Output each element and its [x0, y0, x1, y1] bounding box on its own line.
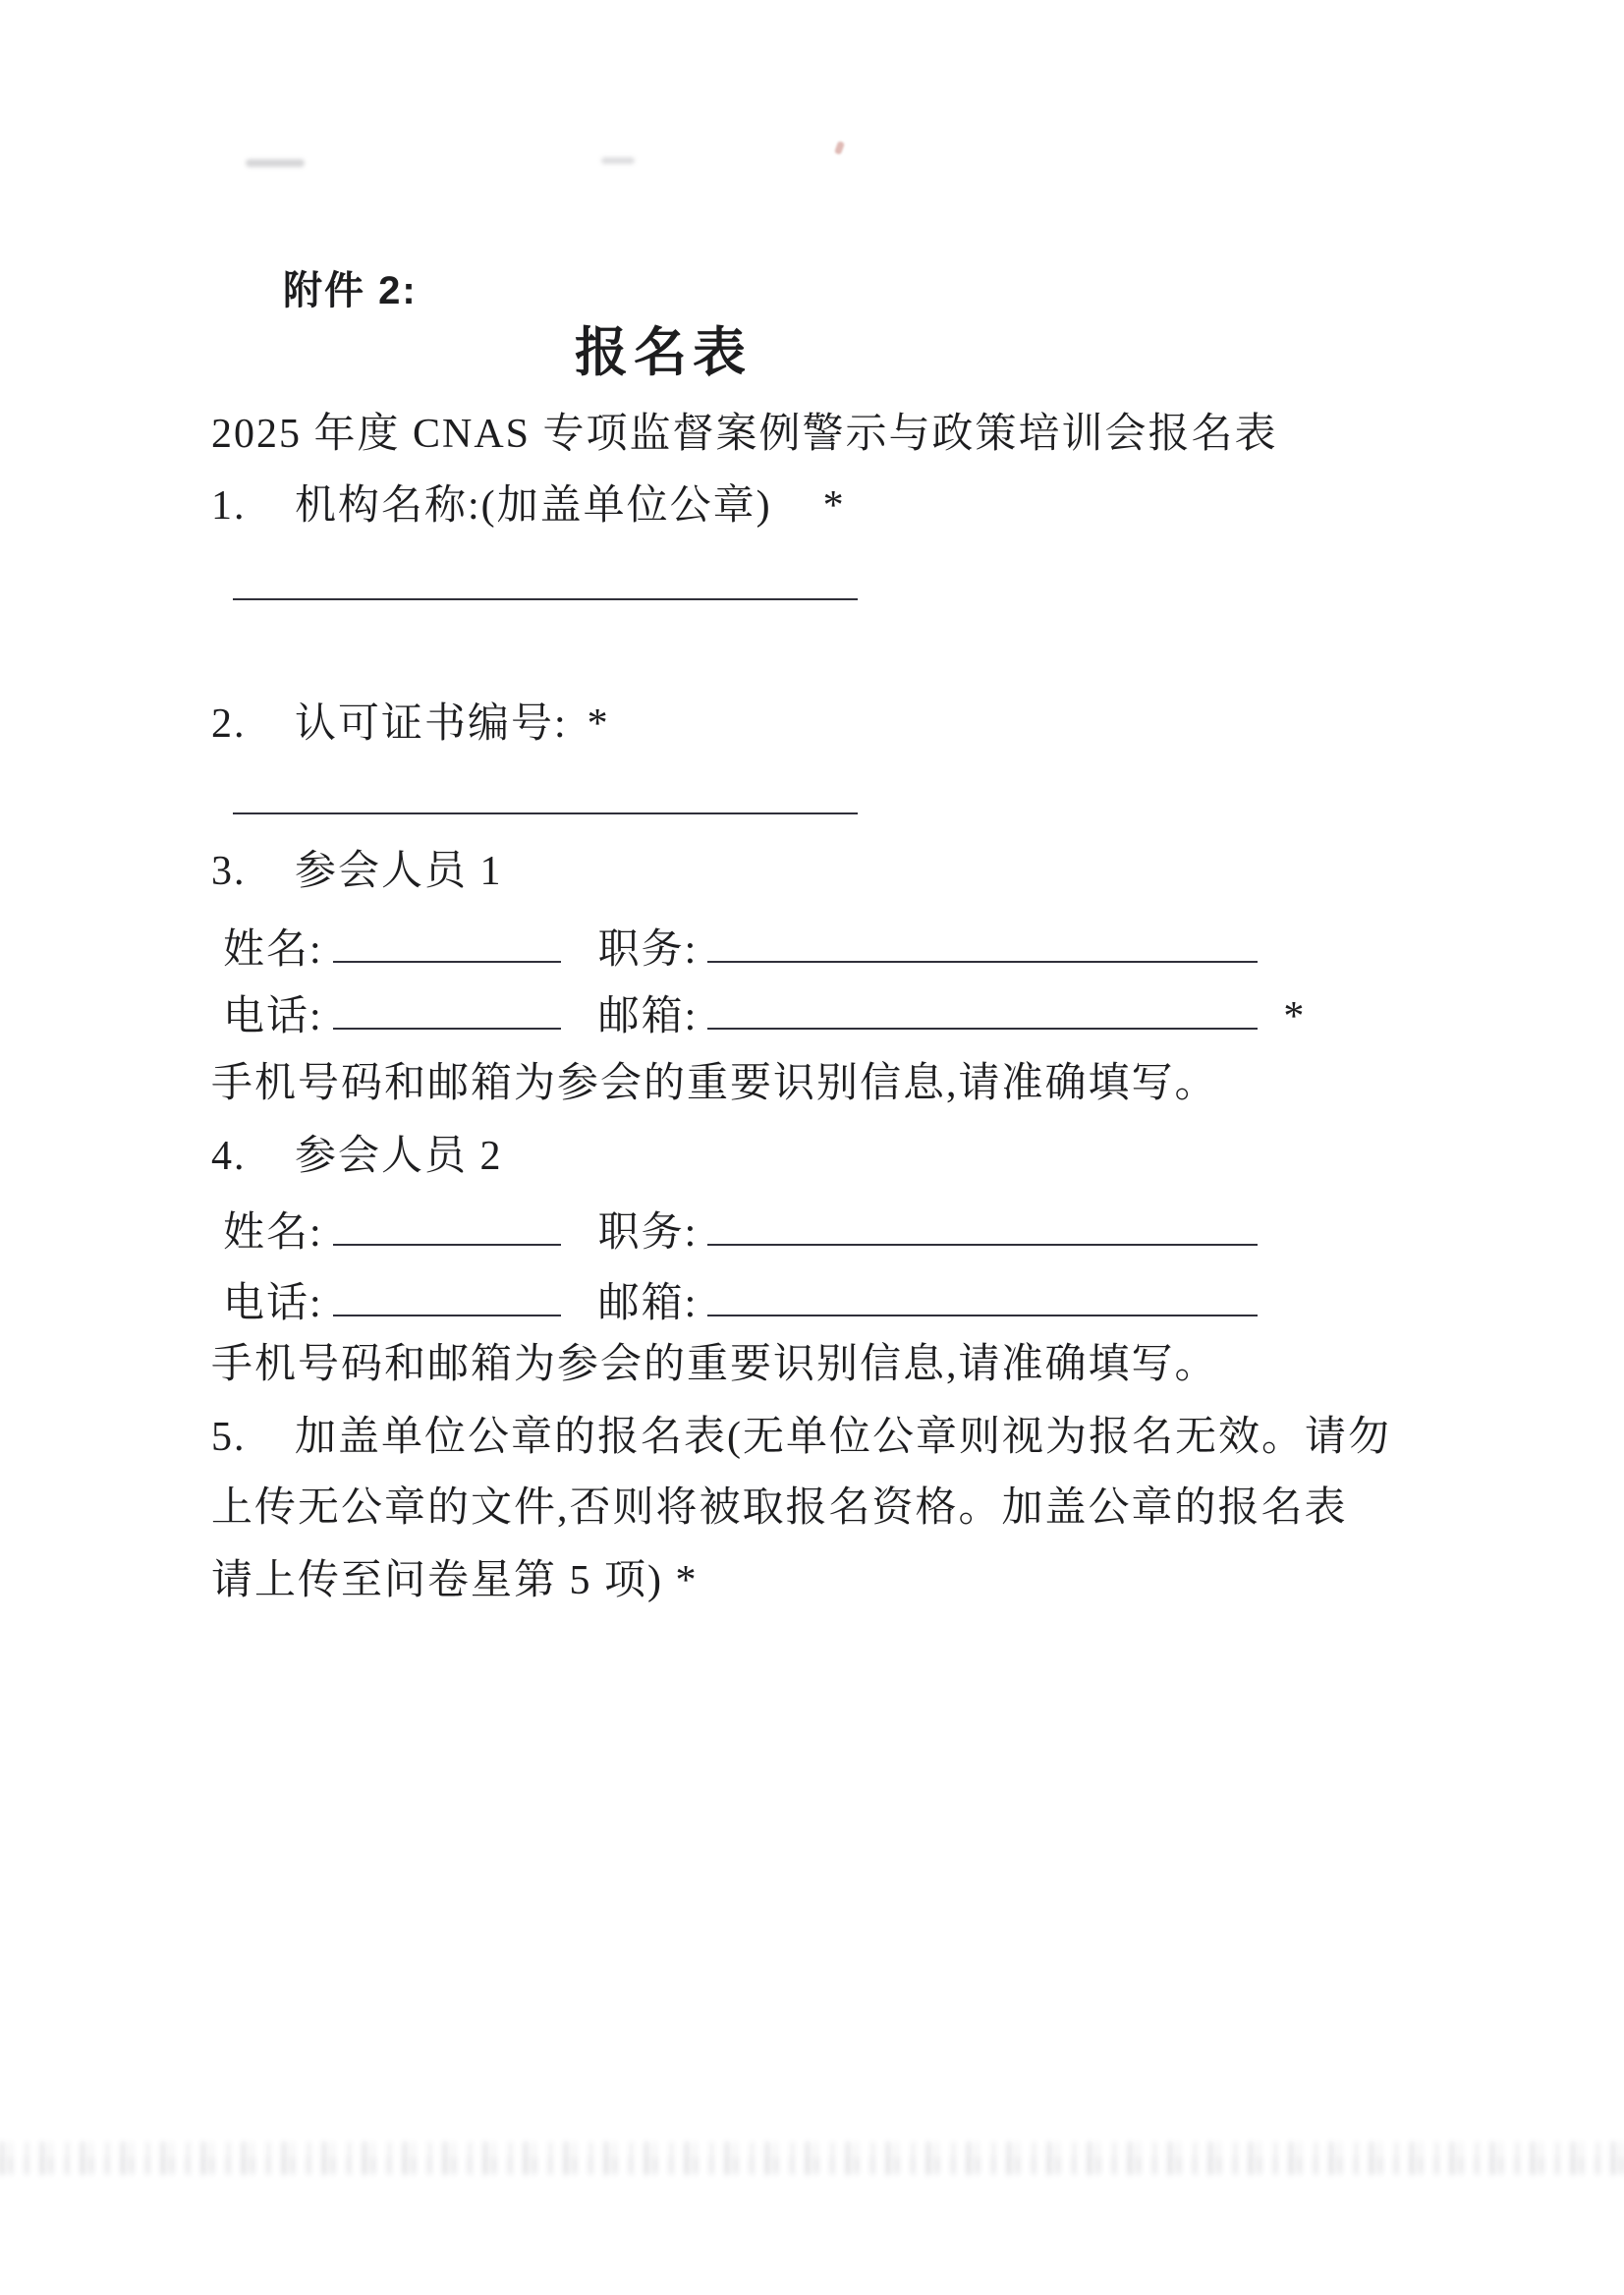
participant-2-name-blank	[333, 1201, 561, 1246]
position-label: 职务:	[597, 927, 699, 973]
phone-label: 电话:	[223, 994, 323, 1039]
participant-1-email-required-mark: *	[1283, 994, 1307, 1039]
item-5-line-2: 上传无公章的文件,否则将被取报名资格。加盖公章的报名表	[211, 1485, 1348, 1531]
item-2-certificate-number	[211, 700, 610, 749]
scan-artifact	[246, 159, 305, 167]
item-3-number: 3.	[211, 849, 247, 894]
item-2-number: 2.	[211, 701, 247, 747]
scan-artifact-bottom-band	[0, 2157, 1624, 2173]
email-label: 邮箱:	[597, 1281, 699, 1326]
document-subtitle: 2025 年度 CNAS 专项监督案例警示与政策培训会报名表	[211, 412, 1278, 457]
name-label: 姓名:	[223, 1210, 323, 1256]
phone-label: 电话:	[223, 1281, 323, 1326]
document-title: 报名表	[575, 323, 752, 382]
participant-2-position-blank	[707, 1201, 1258, 1246]
item-1-institution-name	[211, 481, 846, 531]
item-4-number: 4.	[211, 1134, 247, 1179]
participant-1-email-blank	[707, 984, 1258, 1030]
item-3-participant-1	[211, 847, 503, 896]
item-5-line-1	[211, 1413, 1391, 1462]
certificate-number-blank-line	[233, 812, 858, 814]
email-label: 邮箱:	[597, 994, 699, 1039]
item-1-label: 机构名称:(加盖单位公章)	[295, 483, 772, 529]
institution-name-blank-line	[233, 598, 858, 600]
attachment-label: 附件 2:	[283, 269, 418, 312]
item-2-required-mark: *	[587, 701, 610, 747]
item-2-label: 认可证书编号:	[295, 701, 568, 747]
item-4-participant-2	[211, 1132, 503, 1181]
item-5-line-3: 请上传至问卷星第 5 项) *	[211, 1558, 699, 1603]
participant-2-note: 手机号码和邮箱为参会的重要识别信息,请准确填写。	[211, 1342, 1218, 1387]
participant-1-phone-blank	[333, 984, 561, 1030]
scan-artifact	[601, 157, 635, 164]
participant-1-note: 手机号码和邮箱为参会的重要识别信息,请准确填写。	[211, 1061, 1218, 1106]
participant-2-email-blank	[707, 1271, 1258, 1316]
item-1-required-mark: *	[822, 483, 846, 529]
participant-1-name-blank	[333, 918, 561, 963]
item-5-number: 5.	[211, 1415, 247, 1460]
participant-2-contact-row	[223, 1271, 1258, 1328]
item-4-label: 参会人员 2	[295, 1134, 503, 1179]
participant-2-phone-blank	[333, 1271, 561, 1316]
participant-2-name-row	[223, 1201, 1258, 1258]
participant-1-contact-row	[223, 984, 1306, 1041]
participant-1-position-blank	[707, 918, 1258, 963]
item-5-text-line-1: 加盖单位公章的报名表(无单位公章则视为报名无效。请勿	[295, 1415, 1391, 1460]
participant-1-name-row	[223, 918, 1258, 975]
item-1-number: 1.	[211, 483, 247, 529]
name-label: 姓名:	[223, 927, 323, 973]
position-label: 职务:	[597, 1210, 699, 1256]
item-3-label: 参会人员 1	[295, 849, 503, 894]
scan-artifact	[834, 140, 845, 155]
